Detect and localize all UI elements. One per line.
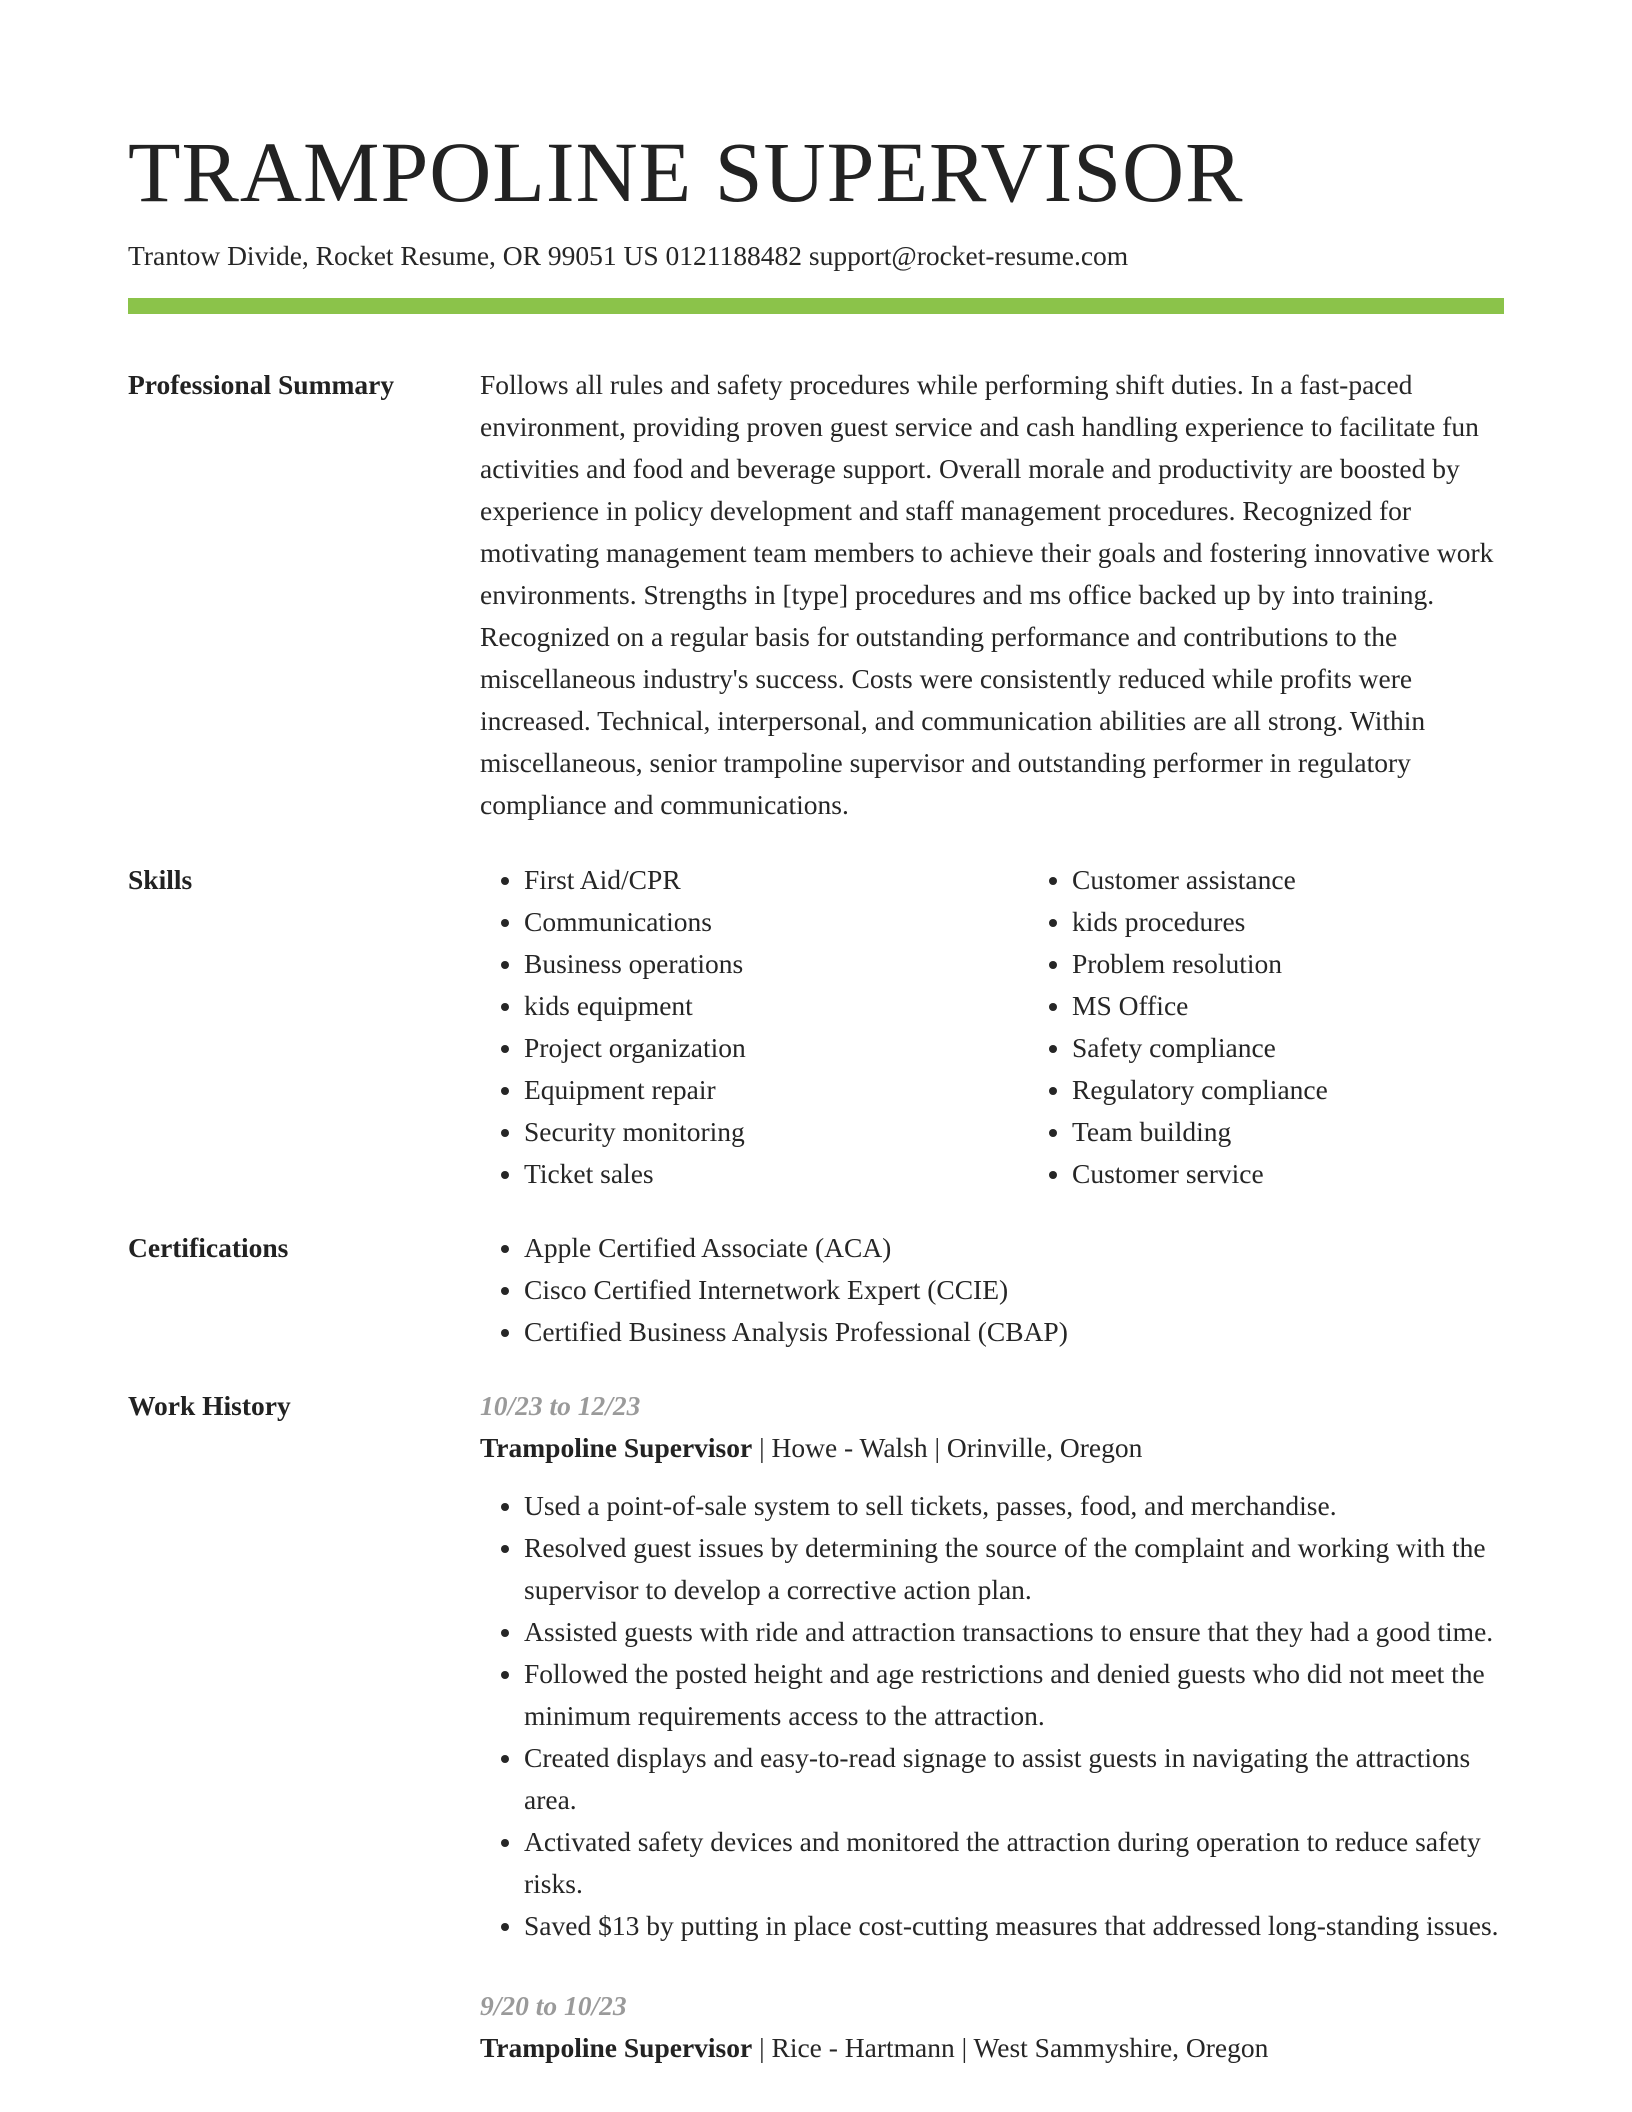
skill-item: • Communications [524,901,1028,943]
job-dates: 10/23 to 12/23 [480,1390,641,1421]
job-employer-location: | Rice - Hartmann | West Sammyshire, Oregon [752,2032,1269,2063]
skill-item: • kids procedures [1072,901,1576,943]
header-divider [128,298,1504,314]
section-label-summary: Professional Summary [128,369,395,400]
skill-item: • Team building [1072,1111,1576,1153]
resume-name: TRAMPOLINE SUPERVISOR [128,124,1244,220]
contact-line: Trantow Divide, Rocket Resume, OR 99051 US 0121188482 support@rocket-resume.com [128,240,1129,271]
job-bullet: • Created displays and easy-to-read signage to assist guests in navigating the attractions area. [524,1737,1504,1821]
skill-item: • Project organization [524,1027,1028,1069]
skill-item: • kids equipment [524,985,1028,1027]
job-entry [480,1985,1504,2069]
work-history-section [128,1385,1504,2069]
summary-text: Follows all rules and safety procedures while performing shift duties. In a fast-paced environment, providing proven guest service and cash handling experience to facilitate fun activities and food and beverage support. Overall morale and productivity are boosted by experience in policy development and staff management procedures. Recognized for motivating management team members to achieve their goals and fostering innovative work environments. Strengths in [type] procedures and ms office backed up by into training. Recognized on a regular basis for outstanding performance and contributions to the miscellaneous industry's success. Costs were consistently reduced while profits were increased. Technical, interpersonal, and communication abilities are all strong. Within miscellaneous, senior trampoline supervisor and outstanding performer in regulatory compliance and communications. [480,369,1494,820]
job-employer-location: | Howe - Walsh | Orinville, Oregon [752,1432,1143,1463]
skill-item: • Ticket sales [524,1153,1028,1195]
skill-item: • Security monitoring [524,1111,1028,1153]
certification-item: • Certified Business Analysis Professional (CBAP) [524,1311,1504,1353]
certifications-section [128,1227,1504,1353]
section-label-skills: Skills [128,864,193,895]
skill-item: • Regulatory compliance [1072,1069,1576,1111]
skill-item: • Problem resolution [1072,943,1576,985]
resume-page [128,0,1504,2069]
certification-item: • Cisco Certified Internetwork Expert (CCIE) [524,1269,1504,1311]
skills-list-right [1028,859,1576,1195]
job-heading [480,2027,1504,2069]
certification-item: • Apple Certified Associate (ACA) [524,1227,1504,1269]
job-entry [480,1385,1504,1947]
job-bullet-list [480,1485,1504,1947]
certifications-list [480,1227,1504,1353]
skill-item: • Equipment repair [524,1069,1028,1111]
job-heading [480,1427,1504,1469]
skills-list-left [480,859,1028,1195]
skill-item: • Customer assistance [1072,859,1576,901]
skill-item: • Safety compliance [1072,1027,1576,1069]
professional-summary-section [128,364,1504,826]
skill-item: • Business operations [524,943,1028,985]
job-bullet: • Activated safety devices and monitored the attraction during operation to reduce safety risks. [524,1821,1504,1905]
skill-item: • MS Office [1072,985,1576,1027]
section-label-work-history: Work History [128,1390,291,1421]
job-bullet: • Saved $13 by putting in place cost-cutting measures that addressed long-standing issues. [524,1905,1504,1947]
job-title: Trampoline Supervisor [480,1432,753,1463]
skill-item: • First Aid/CPR [524,859,1028,901]
skill-item: • Customer service [1072,1153,1576,1195]
job-dates: 9/20 to 10/23 [480,1990,627,2021]
job-bullet: • Used a point-of-sale system to sell tickets, passes, food, and merchandise. [524,1485,1504,1527]
section-label-certifications: Certifications [128,1232,289,1263]
job-title: Trampoline Supervisor [480,2032,753,2063]
job-bullet: • Followed the posted height and age restrictions and denied guests who did not meet the minimum requirements access to the attraction. [524,1653,1504,1737]
job-bullet: • Assisted guests with ride and attraction transactions to ensure that they had a good time. [524,1611,1504,1653]
job-bullet: • Resolved guest issues by determining the source of the complaint and working with the supervisor to develop a corrective action plan. [524,1527,1504,1611]
skills-section [128,859,1504,1195]
